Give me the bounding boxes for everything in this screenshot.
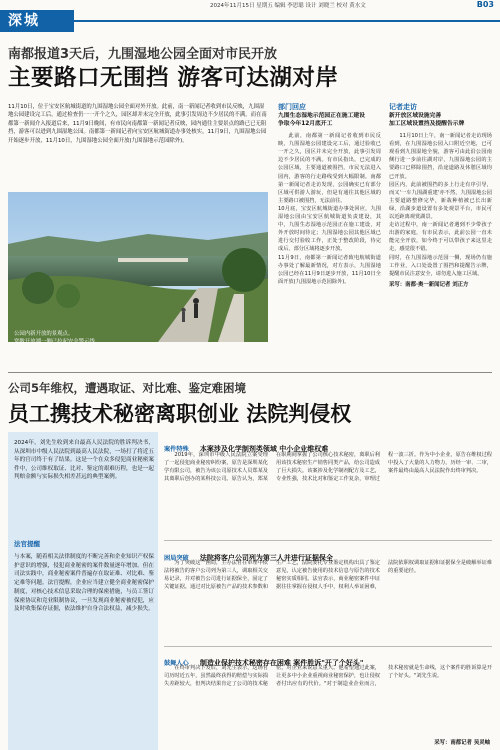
photo-caption-2: 宽敞开放湖一侧已拉起安全警示线。: [14, 339, 101, 345]
story1-column-2: [278, 103, 381, 286]
case3-label: 鼓舞人心: [164, 660, 189, 667]
dept-response-kicker: 部门回应: [278, 103, 306, 111]
reporter-visit-title: 新开放区域设施完善 加工区域设置挡及提醒告示牌: [389, 113, 465, 127]
section-label: 深城: [0, 10, 74, 32]
case3-title: 制造业保护技术秘密存在困难 案件胜诉"开了个好头": [199, 659, 364, 667]
photo-caption: [14, 330, 100, 346]
case1-title: 本案涉及化学制剂类领域 中小企业维权难: [199, 445, 329, 453]
case-divider-1: [164, 540, 492, 541]
edition-info: 2024年11月15日 星期五 编辑 李思聪 设计 刘晓兰 校对 黄水文: [210, 3, 366, 9]
judge-reminder-text: 与本案，随着相关法律制度的不断完善和企业知识产权保护意识的增强，侵犯商业秘密的案件数量逐年增加。但在司法实践中，商业秘密案件普遍存在取证难、对比难、鉴定难等问题。法官提醒，企业应当建立健全商业秘密保护制度，对核心技术信息采取合理的保密措施，与员工签订保密协议和竞业限制协议，一旦发现商业秘密被侵犯，应及时收集保存证据，依法维护自身合法权益，减少损失。: [14, 554, 154, 613]
story1-byline: 采写：南都·奥一新闻记者 刘正方: [389, 281, 469, 288]
page-number: B03: [476, 0, 494, 9]
case1-text: [164, 451, 492, 537]
reporter-visit-text: 11月10日上午，南一新闻记者走访现场看到，在九围湿地公园入口附近空地，已可观看到九围湿地全貌，游客可由此沿公园南侧行进一步前往湖对岸，九围湿地公园的主要路口已移除围挡，沿途道路及休憩区域均已开放。 园区内，此前被围挡的多上行走有序引导，而又'一车九围湖重建'亦不然，九围湿地公园主要道路整修完毕，新栽种植被已长出新绿，沿湖步道设置有多处观景平台，市民可以近距离观赏湖景。 走访过程中，南一新闻记者遇到不少带孩子出游的家庭，有市民表示，此前公园一直未能完全开放，如今终于可以带孩子来这里走走，感觉很不错。 同时，在九围湿地示范园一侧，现场仍有施工作业，入口处设置了围挡和提醒告示牌，提醒市民注意安全，请勿进入施工区域。: [389, 133, 492, 277]
park-photo-illustration: [8, 192, 268, 342]
case2-text: [164, 559, 492, 643]
story2-sidebar: [8, 432, 158, 750]
case3-body: 在终审判决下发后，刘先生表示，这场官司历时近五年，虽然最终获得的赔偿与实际损失差距较大，但判决结果肯定了公司的技术秘密，对企业来说意义重大。他希望通过此案，让更多中小企业重视商业秘密保护，也让侵权者付出应有的代价。"对于制造业企业而言，技术秘密就是生命线，这个案件的胜诉算是开了个好头。"刘先生说。: [164, 665, 492, 688]
case1-body: 2019年，深圳市中级人民法院立案受理了一起侵犯商业秘密纠纷案，原告是深圳某化学有限公司，被告为该公司原技术人员郑某及其离职后创办的某科技公司。原告认为，郑某在职期间掌握了公司核心技术秘密，离职后利用该技术秘密生产销售同类产品，给公司造成了巨大损失。该案涉及化学制剂配方及工艺，专业性强，技术比对和鉴定工作复杂，审理过程一波三折。作为中小企业，原告在维权过程中投入了大量的人力物力，历经一审、二审，案件最终由最高人民法院作出终审判决。: [164, 452, 492, 483]
story1-lead: 11月10日，位于宝安区航城街道的九围湿地公园全面对外开放。此前，南一新闻记者收到市民反映，九围湿地公园建设完工后，通过检查仍一一开个之久，园区却并未完全开放，此事引发周边不少居民的不满。而在南都第一新闻介入报道后来，11月9日晚间，有市民向南都第一新闻记者反映，园内通往主要景点的路已已无阻挡，游客可以进到九围湿地公园。南都第一新闻记者向宝安区航城街道办事处核实，11月9日，九围湿地公园开始逐步开放，11月10日，九围湿地公园全面开放(九围湿地示范园除外)。: [8, 104, 267, 144]
story1-subhead: 南都报道3天后，九围湿地公园全面对市民开放: [8, 47, 278, 62]
case3-text: [164, 664, 492, 736]
case2-label: 困局突破: [164, 555, 189, 562]
dept-response-title: 九围生态湿地示范园正在施工建设 争取今年12月底开工: [278, 113, 365, 127]
story2-headline: 员工携技术秘密离职创业 法院判侵权: [8, 402, 352, 426]
story2-subhead: 公司5年维权，遭遇取证、对比难、鉴定难困境: [8, 381, 246, 395]
photo-caption-1: 公园内新开放的景观点。: [14, 331, 74, 337]
section-rule: [74, 20, 500, 22]
story1-column-3: [389, 103, 492, 289]
reporter-visit-kicker: 记者走访: [389, 103, 417, 111]
case1-label: 案件特殊: [164, 446, 189, 453]
case-divider-2: [164, 646, 492, 647]
judge-reminder-label: 法官提醒: [14, 540, 40, 548]
story2-byline: 采写：南都记者 吴灵岫: [434, 740, 490, 746]
story-divider: [8, 372, 492, 373]
story2-intro: 2024年，刘先生收到来自最高人民法院的胜诉判决书，从深圳市中级人民法院到最高人民法院，一场打了将近五年的官司终于有了结果。这是一个在众多侵犯商业秘密案件中，公司维权取证、比对、鉴定的艰难历程，也是一起判赔金额与实际损失相差甚远的典型案例。: [14, 440, 154, 481]
case2-title: 法院将客户公司列为第三人并进行证据保全: [199, 554, 333, 562]
case2-body: 为了突破这一困局，主办法官在审理中依法将被告的客户公司列为第三人，调取相关交易记录，并对被告公司进行证据保全，固定了关键证据。通过对比原被告产品的技术参数和生产工艺，法院委托专业鉴定机构出具了鉴定意见，认定被告使用的技术信息与原告的技术秘密实质相同。法官表示，商业秘密案件中证据往往掌握在侵权人手中，权利人举证困难，法院依职权调取证据和证据保全是破解举证难的重要途径。: [164, 560, 492, 591]
story1-headline: 主要路口无围挡 游客可达湖对岸: [8, 65, 339, 91]
wetland-park-photo: [8, 192, 268, 342]
dept-response-text: 此前，南都第一新闻记者收到市民反映，九围湿地公园建设完工后，通过验收已一开之久，园区并未完全开放，此事引发周边不少居民的不满。有市民指出，已完成的公园区域，主要通道被围挡，市民无法进入园内，游客的行走路线受到大幅限制。南都第一新闻记者走访发现，公园确实已有部分区域可供游人游玩，但是有通往其他区域的主要路口被围挡，无法前往。 10月底，宝安区航城街道办事处回应，九围湿地公园由宝安区航城街道负责建设，其中，九围生态湿地示范园正在施工建设，对外开放时间待定；九围湿地公园其他区域已进行交付验收工作，正处于整改阶段，待完成后，部分区域将逐步开放。 11月9日，南都第一新闻记者致电航城街道办事处了解最新情况，对方表示，九围湿地公园已经在11月9日逐步开放，11月10日全面开放(九围湿地示范园除外)。: [278, 133, 381, 285]
